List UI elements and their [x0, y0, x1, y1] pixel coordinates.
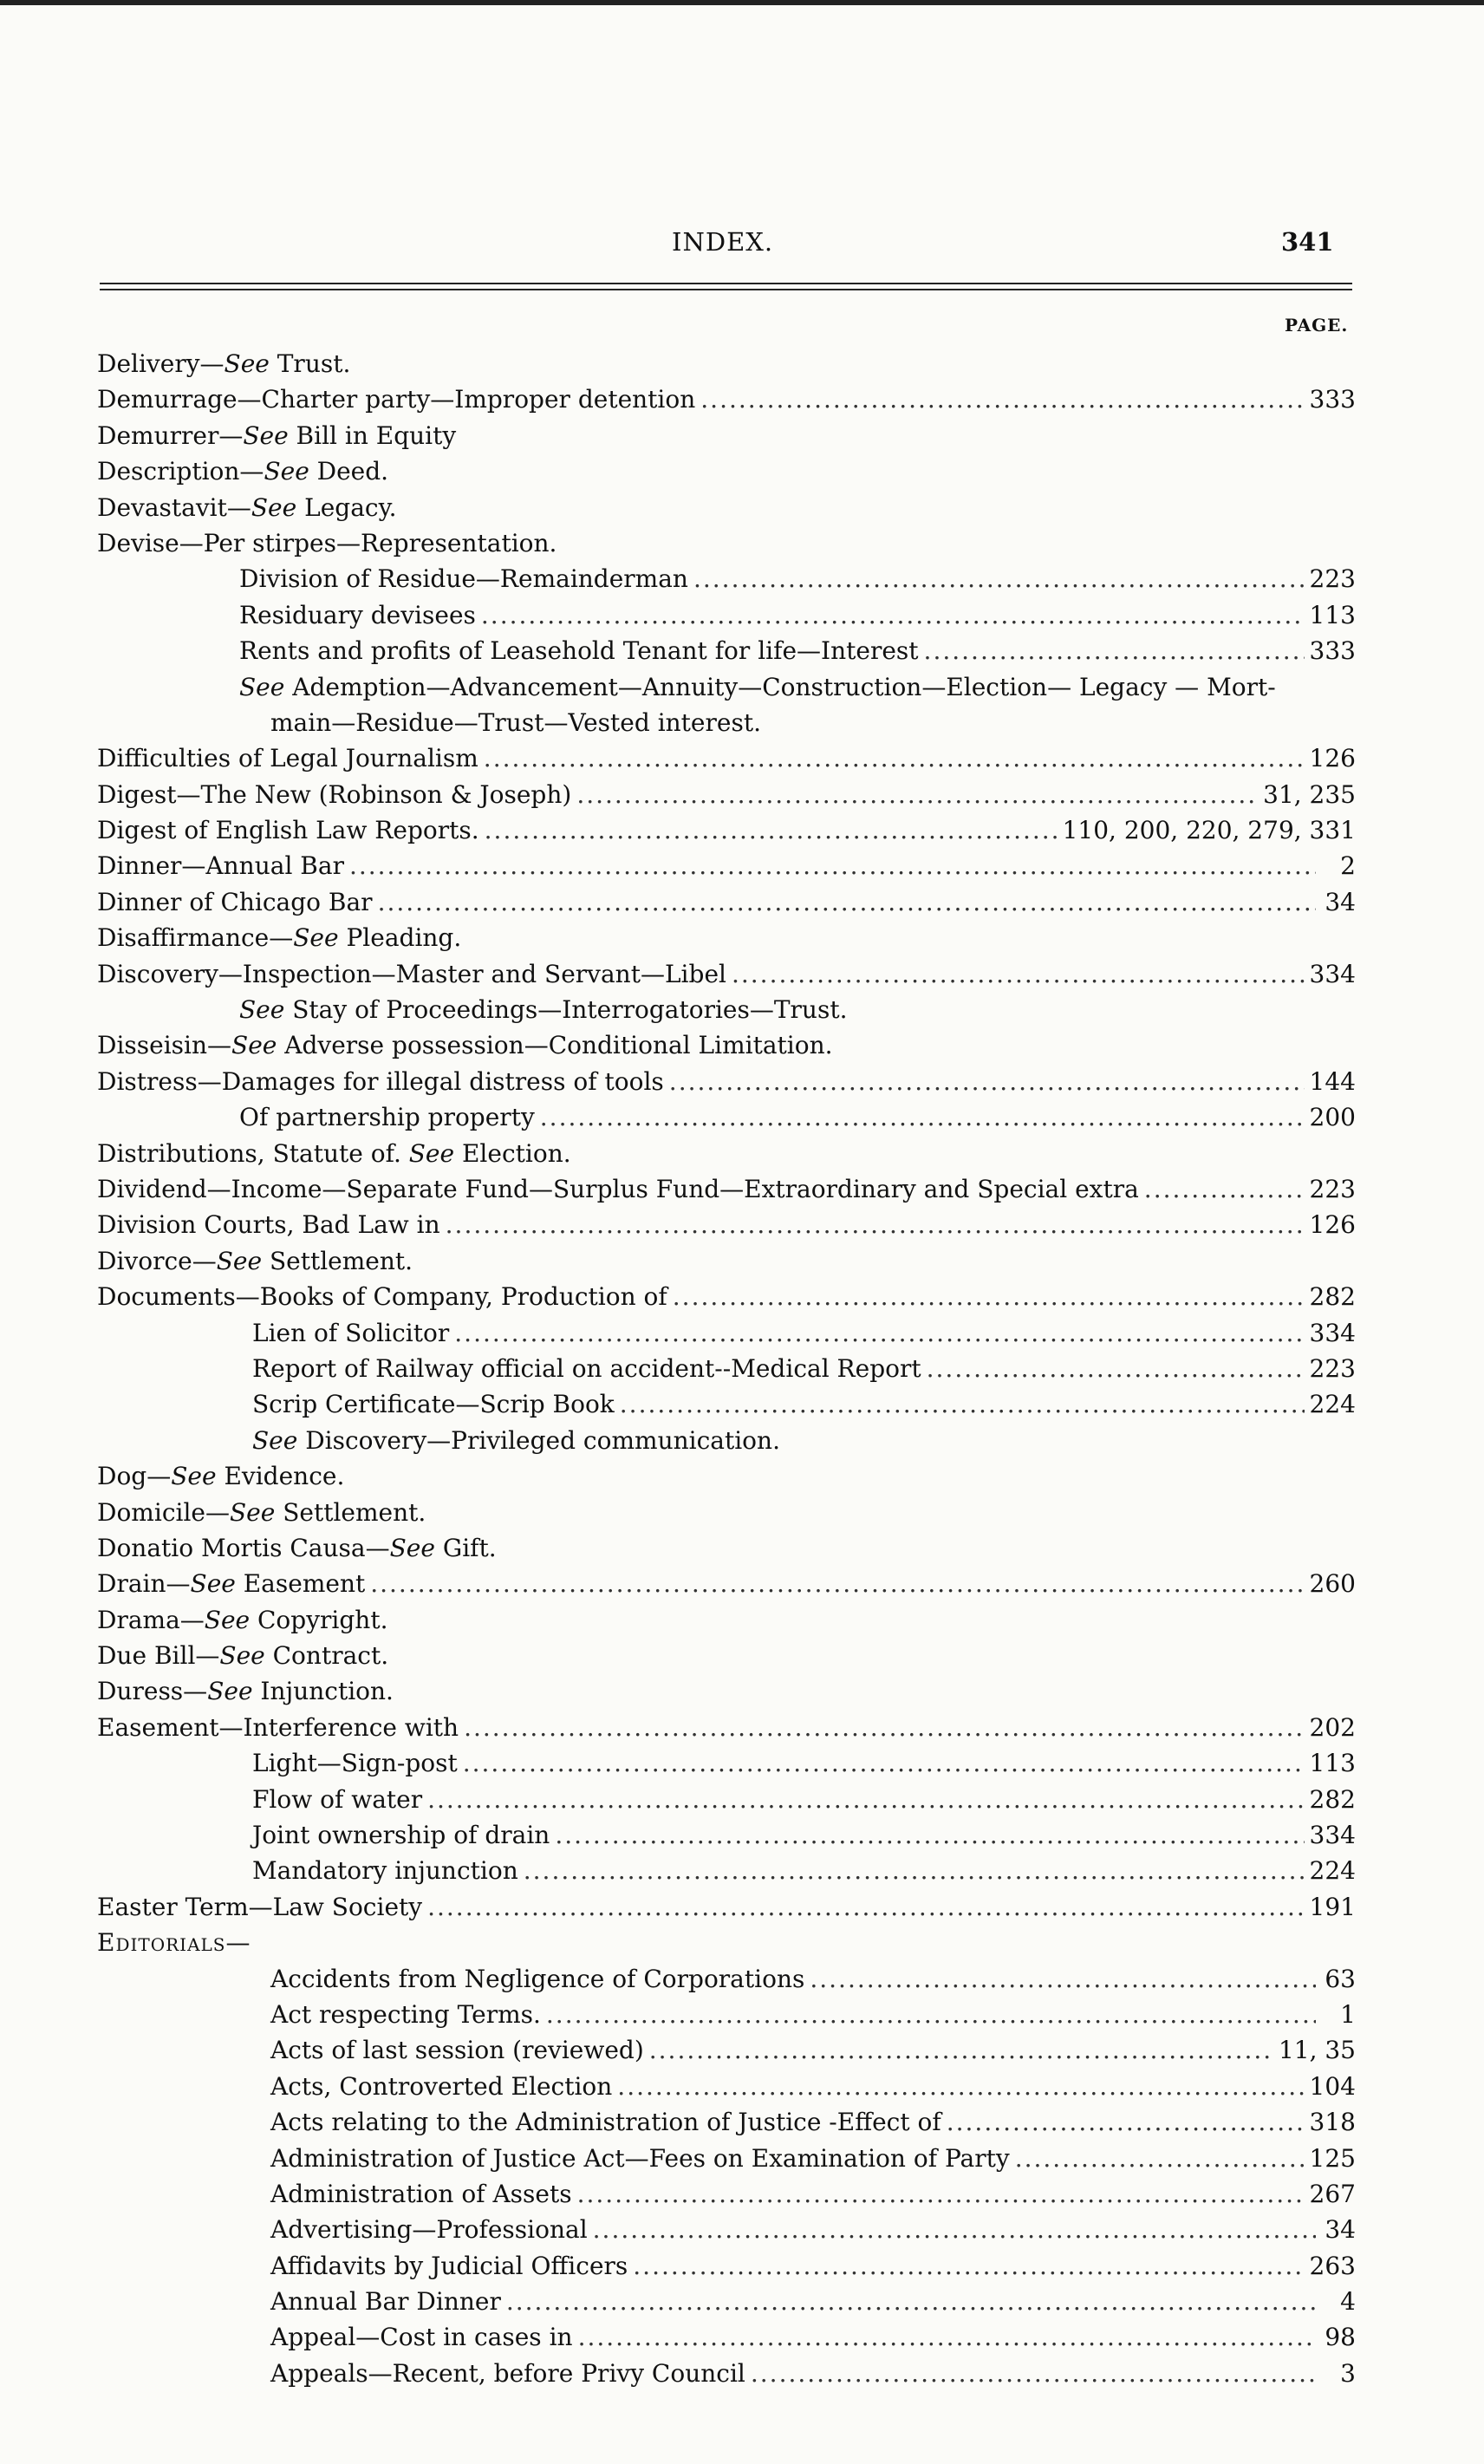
entry-text — [97, 1136, 571, 1171]
index-entry — [97, 1386, 1356, 1422]
see-target: Deed. — [309, 457, 389, 486]
dot-leader — [576, 777, 1258, 812]
entry-text — [97, 740, 478, 776]
see-target: Copyright. — [250, 1605, 388, 1634]
entry-heading: Division Courts, Bad Law in — [97, 1210, 440, 1240]
entry-page-number: 282 — [1309, 1784, 1356, 1814]
entry-text — [97, 1027, 833, 1063]
entry-heading: Disaffirmance— — [97, 923, 294, 953]
dot-leader — [540, 1099, 1305, 1135]
dot-leader — [485, 812, 1058, 848]
see-reference: See — [229, 1497, 276, 1527]
dot-leader — [620, 1386, 1305, 1422]
entry-heading: Annual Bar Dinner — [270, 2287, 501, 2317]
index-entry — [97, 1243, 1356, 1279]
index-entry — [97, 1997, 1356, 2032]
entry-text — [252, 1351, 921, 1386]
see-reference: See — [239, 672, 285, 701]
index-entry — [97, 346, 1356, 381]
entry-page-number: 144 — [1309, 1066, 1356, 1096]
entry-text — [270, 2032, 644, 2068]
entry-page-number: 223 — [1309, 1353, 1356, 1383]
see-reference: See — [408, 1138, 455, 1168]
index-entry — [97, 2069, 1356, 2104]
dot-leader — [370, 1566, 1304, 1601]
index-entry — [97, 1566, 1356, 1601]
dot-leader — [669, 1064, 1305, 1099]
see-target: Pleading. — [338, 923, 462, 953]
entry-page-number: 63 — [1325, 1964, 1356, 1993]
entry-text — [97, 812, 479, 848]
page-number: 341 — [1281, 227, 1334, 257]
index-entry — [97, 1817, 1356, 1853]
entry-text — [252, 1386, 615, 1422]
entry-page-number: 34 — [1325, 2215, 1356, 2245]
index-entry — [97, 1315, 1356, 1351]
entry-heading: Delivery— — [97, 349, 225, 378]
entry-text — [252, 1817, 550, 1853]
header-rule-bottom — [100, 289, 1352, 290]
index-entry — [97, 669, 1356, 705]
entry-page-number: 333 — [1309, 385, 1356, 414]
see-target: Easement — [235, 1569, 366, 1599]
entry-heading: Digest of English Law Reports. — [97, 816, 479, 845]
entry-text — [97, 1207, 440, 1242]
entry-heading: Act respecting Terms. — [270, 1999, 541, 2029]
index-entry — [97, 1351, 1356, 1386]
entry-heading: Easement—Interference with — [97, 1712, 459, 1742]
index-entry — [97, 1530, 1356, 1566]
dot-leader — [593, 2212, 1316, 2247]
index-entry — [97, 705, 1356, 740]
entry-heading: Appeal—Cost in cases in — [270, 2323, 573, 2352]
index-entry — [97, 453, 1356, 489]
entry-text — [97, 1530, 497, 1566]
dot-leader — [617, 2069, 1304, 2104]
entry-heading: Administration of Assets — [270, 2179, 572, 2208]
dot-leader — [947, 2104, 1305, 2140]
index-entry — [97, 1638, 1356, 1673]
index-entry — [97, 1782, 1356, 1817]
see-target: Settlement. — [275, 1497, 426, 1527]
entry-text — [97, 1673, 394, 1709]
entry-heading: Due Bill— — [97, 1641, 220, 1671]
index-entry — [97, 1710, 1356, 1745]
entry-page-number: 104 — [1309, 2071, 1356, 2101]
entry-text — [97, 1458, 344, 1494]
header-rule-top — [100, 283, 1352, 284]
entry-heading: Acts of last session (reviewed) — [270, 2036, 644, 2065]
entry-text — [270, 2104, 941, 2140]
entry-text — [270, 2212, 588, 2247]
index-entries — [97, 346, 1356, 2391]
entry-page-number: 98 — [1325, 2323, 1356, 2352]
entry-page-number: 200 — [1309, 1103, 1356, 1132]
index-entry — [97, 1423, 1356, 1458]
dot-leader — [693, 561, 1305, 596]
entry-text — [270, 2319, 573, 2355]
dot-leader — [546, 1997, 1316, 2032]
entry-page-number: 11, 35 — [1278, 2036, 1356, 2065]
see-reference: See — [171, 1462, 217, 1491]
dot-leader — [633, 2248, 1304, 2284]
entry-text — [252, 1853, 518, 1888]
entry-heading: Report of Railway official on accident--Medical Report — [252, 1353, 921, 1383]
entry-heading: Digest—The New (Robinson & Joseph) — [97, 779, 572, 809]
entry-page-number: 202 — [1309, 1712, 1356, 1742]
entry-heading: Devise—Per stirpes—Representation. — [97, 528, 557, 557]
entry-heading: Scrip Certificate—Scrip Book — [252, 1390, 615, 1419]
page-header — [0, 227, 1484, 262]
entry-heading: Difficulties of Legal Journalism — [97, 744, 478, 773]
entry-text — [270, 2284, 501, 2319]
see-reference: See — [293, 923, 339, 953]
entry-heading: Easter Term—Law Society — [97, 1892, 423, 1921]
index-entry — [97, 2212, 1356, 2247]
entry-heading: Appeals—Recent, before Privy Council — [270, 2358, 745, 2388]
entry-text — [97, 453, 388, 489]
dot-leader — [1015, 2141, 1305, 2176]
dot-leader — [524, 1853, 1305, 1888]
dot-leader — [927, 1351, 1305, 1386]
entry-text — [97, 956, 726, 992]
index-entry — [97, 597, 1356, 633]
entry-heading: Residuary devisees — [239, 600, 476, 629]
dot-leader — [1144, 1171, 1305, 1207]
see-reference: See — [204, 1605, 251, 1634]
entry-text — [239, 1099, 535, 1135]
dot-leader — [349, 848, 1316, 883]
index-entry — [97, 525, 1356, 561]
see-reference: See — [264, 457, 309, 486]
index-entry — [97, 1207, 1356, 1242]
dot-leader — [427, 1889, 1304, 1925]
entry-heading: Advertising—Professional — [270, 2215, 588, 2245]
index-entry — [97, 2319, 1356, 2355]
entry-text — [239, 597, 476, 633]
entry-text — [270, 2356, 745, 2391]
index-entry — [97, 2356, 1356, 2391]
entry-text — [97, 1064, 664, 1099]
index-entry — [97, 1745, 1356, 1781]
entry-page-number: 2 — [1340, 851, 1356, 881]
entry-text — [97, 1710, 459, 1745]
entry-page-number: 260 — [1309, 1569, 1356, 1599]
entry-text — [270, 2069, 612, 2104]
index-entry — [97, 1279, 1356, 1314]
top-border — [0, 0, 1484, 5]
index-entry — [97, 920, 1356, 955]
entry-text — [252, 1782, 422, 1817]
dot-leader — [649, 2032, 1273, 2068]
entry-heading: Light—Sign-post — [252, 1749, 458, 1778]
dot-leader — [506, 2284, 1316, 2319]
index-entry — [97, 1027, 1356, 1063]
entry-page-number: 125 — [1309, 2143, 1356, 2173]
dot-leader — [673, 1279, 1305, 1314]
entry-page-number: 31, 235 — [1263, 779, 1356, 809]
see-reference: See — [207, 1677, 253, 1706]
dot-leader — [924, 633, 1305, 668]
dot-leader — [751, 2356, 1316, 2391]
entry-heading: Accidents from Negligence of Corporations — [270, 1964, 805, 1993]
entry-heading: Flow of water — [252, 1784, 423, 1814]
index-entry — [97, 1171, 1356, 1207]
entry-heading: Administration of Justice Act—Fees on Examination of Party — [270, 2143, 1010, 2173]
entry-heading: Documents—Books of Company, Production of — [97, 1282, 667, 1312]
entry-page-number: 318 — [1309, 2108, 1356, 2137]
entry-heading: Drama— — [97, 1605, 205, 1634]
entry-heading: Of partnership property — [239, 1103, 535, 1132]
entry-heading: Duress— — [97, 1677, 208, 1706]
entry-heading: Lien of Solicitor — [252, 1318, 450, 1347]
entry-heading: Editorials— — [97, 1928, 251, 1958]
entry-heading: Disseisin— — [97, 1031, 232, 1060]
entry-heading: Division of Residue—Remainderman — [239, 564, 688, 594]
index-entry — [97, 1064, 1356, 1099]
entry-heading: Dividend—Income—Separate Fund—Surplus Fund—Extraordinary and Special extra — [97, 1174, 1139, 1203]
dot-leader — [577, 2176, 1305, 2212]
see-target: Adverse possession—Conditional Limitation. — [277, 1031, 833, 1060]
see-reference: See — [389, 1533, 435, 1562]
see-target: Settlement. — [262, 1246, 413, 1275]
entry-text — [252, 1745, 458, 1781]
entry-page-number: 334 — [1309, 1318, 1356, 1347]
see-target: Trust. — [269, 349, 351, 378]
index-entry — [97, 2141, 1356, 2176]
entry-heading: Dinner—Annual Bar — [97, 851, 344, 881]
entry-text — [97, 1566, 365, 1601]
see-reference: See — [224, 349, 270, 378]
entry-page-number: 223 — [1309, 564, 1356, 594]
entry-heading: Joint ownership of drain — [252, 1821, 550, 1850]
dot-leader — [700, 381, 1304, 417]
index-entry — [97, 633, 1356, 668]
entry-text — [97, 1279, 667, 1314]
see-target: Discovery—Privileged communication. — [297, 1425, 780, 1455]
see-target: Election. — [454, 1138, 571, 1168]
index-entry — [97, 956, 1356, 992]
entry-text — [270, 1961, 804, 1997]
see-target: Contract. — [264, 1641, 389, 1671]
entry-page-number: 126 — [1309, 1210, 1356, 1240]
index-entry — [97, 1458, 1356, 1494]
entry-text — [97, 381, 695, 417]
entry-heading: Dinner of Chicago Bar — [97, 887, 373, 916]
entry-page-number: 223 — [1309, 1174, 1356, 1203]
index-entry — [97, 2032, 1356, 2068]
dot-leader — [732, 956, 1305, 992]
entry-heading: Domicile— — [97, 1497, 230, 1527]
entry-heading: main—Residue—Trust—Vested interest. — [270, 707, 761, 737]
entry-heading: Distress—Damages for illegal distress of tools — [97, 1066, 664, 1096]
see-reference: See — [251, 492, 297, 522]
entry-page-number: 224 — [1309, 1856, 1356, 1886]
entry-text — [97, 346, 350, 381]
see-target: Ademption—Advancement—Annuity—Construction—Election— Legacy — Mort- — [284, 672, 1276, 701]
entry-text — [252, 1315, 449, 1351]
see-reference: See — [231, 1031, 277, 1060]
entry-heading: Mandatory injunction — [252, 1856, 518, 1886]
entry-text — [97, 490, 397, 525]
index-entry — [97, 2176, 1356, 2212]
index-entry — [97, 490, 1356, 525]
see-target: Injunction. — [252, 1677, 394, 1706]
entry-text — [97, 1925, 251, 1960]
entry-heading: Discovery—Inspection—Master and Servant—Libel — [97, 959, 726, 988]
see-target: Evidence. — [216, 1462, 345, 1491]
index-entry — [97, 992, 1356, 1027]
dot-leader — [555, 1817, 1304, 1853]
see-reference: See — [252, 1425, 298, 1455]
index-entry — [97, 884, 1356, 920]
see-target: Gift. — [434, 1533, 497, 1562]
dot-leader — [481, 597, 1305, 633]
entry-text — [97, 1602, 387, 1638]
see-target: Bill in Equity — [288, 420, 457, 450]
entry-text — [270, 2176, 572, 2212]
dot-leader — [454, 1315, 1304, 1351]
see-target: Legacy. — [296, 492, 397, 522]
entry-heading: Acts, Controverted Election — [270, 2071, 613, 2101]
entry-text — [97, 525, 556, 561]
index-entry — [97, 1099, 1356, 1135]
entry-text — [97, 777, 571, 812]
dot-leader — [810, 1961, 1316, 1997]
index-entry — [97, 848, 1356, 883]
entry-heading: Donatio Mortis Causa— — [97, 1533, 390, 1562]
entry-text — [270, 2248, 628, 2284]
dot-leader — [578, 2319, 1316, 2355]
entry-page-number: 34 — [1325, 887, 1356, 916]
index-entry — [97, 2284, 1356, 2319]
dot-leader — [464, 1710, 1304, 1745]
entry-page-number: 334 — [1309, 959, 1356, 988]
entry-text — [97, 848, 344, 883]
index-entry — [97, 1889, 1356, 1925]
entry-text — [270, 1997, 541, 2032]
page-title: INDEX. — [672, 227, 774, 257]
index-entry — [97, 1673, 1356, 1709]
entry-text — [239, 992, 847, 1027]
entry-page-number: 126 — [1309, 744, 1356, 773]
dot-leader — [463, 1745, 1305, 1781]
see-reference: See — [190, 1569, 236, 1599]
entry-page-number: 333 — [1309, 636, 1356, 666]
entry-page-number: 113 — [1309, 600, 1356, 629]
entry-heading: Dog— — [97, 1462, 172, 1491]
index-entry — [97, 812, 1356, 848]
entry-text — [270, 705, 761, 740]
entry-text — [97, 418, 456, 453]
see-reference: See — [239, 995, 285, 1025]
dot-leader — [378, 884, 1316, 920]
index-entry — [97, 1602, 1356, 1638]
see-target: Stay of Proceedings—Interrogatories—Trust. — [284, 995, 848, 1025]
page-column-label: PAGE. — [1285, 315, 1349, 336]
entry-heading: Drain— — [97, 1569, 191, 1599]
index-entry — [97, 1136, 1356, 1171]
entry-heading: Rents and profits of Leasehold Tenant for life—Interest — [239, 636, 919, 666]
entry-text — [239, 669, 1276, 705]
entry-heading: Divorce— — [97, 1246, 217, 1275]
see-reference: See — [216, 1246, 263, 1275]
entry-page-number: 113 — [1309, 1749, 1356, 1778]
dot-leader — [427, 1782, 1304, 1817]
entry-page-number: 3 — [1340, 2358, 1356, 2388]
entry-heading: Acts relating to the Administration of Justice -Effect of — [270, 2108, 941, 2137]
entry-page-number: 267 — [1309, 2179, 1356, 2208]
see-reference: See — [219, 1641, 265, 1671]
index-entry — [97, 777, 1356, 812]
entry-heading: Affidavits by Judicial Officers — [270, 2251, 628, 2280]
entry-text — [97, 1889, 422, 1925]
entry-page-number: 4 — [1340, 2287, 1356, 2317]
entry-heading: Devastavit— — [97, 492, 251, 522]
entry-page-number: 1 — [1340, 1999, 1356, 2029]
index-entry — [97, 2104, 1356, 2140]
dot-leader — [484, 740, 1305, 776]
index-entry — [97, 2248, 1356, 2284]
entry-text — [239, 561, 688, 596]
index-entry — [97, 418, 1356, 453]
entry-text — [97, 1495, 426, 1530]
index-entry — [97, 1495, 1356, 1530]
entry-text — [252, 1423, 780, 1458]
entry-page-number: 334 — [1309, 1821, 1356, 1850]
see-reference: See — [243, 420, 289, 450]
entry-page-number: 191 — [1309, 1892, 1356, 1921]
entry-text — [97, 1171, 1139, 1207]
dot-leader — [446, 1207, 1305, 1242]
entry-text — [270, 2141, 1010, 2176]
index-entry — [97, 1925, 1356, 1960]
entry-page-number: 110, 200, 220, 279, 331 — [1062, 816, 1356, 845]
entry-text — [97, 884, 373, 920]
entry-text — [239, 633, 919, 668]
entry-page-number: 263 — [1309, 2251, 1356, 2280]
entry-heading: Demurrer— — [97, 420, 244, 450]
entry-text — [97, 920, 461, 955]
entry-text — [97, 1243, 413, 1279]
entry-heading: Demurrage—Charter party—Improper detention — [97, 385, 696, 414]
index-entry — [97, 1961, 1356, 1997]
index-entry — [97, 1853, 1356, 1888]
entry-page-number: 224 — [1309, 1390, 1356, 1419]
entry-text — [97, 1638, 388, 1673]
index-entry — [97, 381, 1356, 417]
index-entry — [97, 561, 1356, 596]
entry-heading: Description— — [97, 457, 264, 486]
entry-page-number: 282 — [1309, 1282, 1356, 1312]
entry-heading: Distributions, Statute of. — [97, 1138, 409, 1168]
index-entry — [97, 740, 1356, 776]
